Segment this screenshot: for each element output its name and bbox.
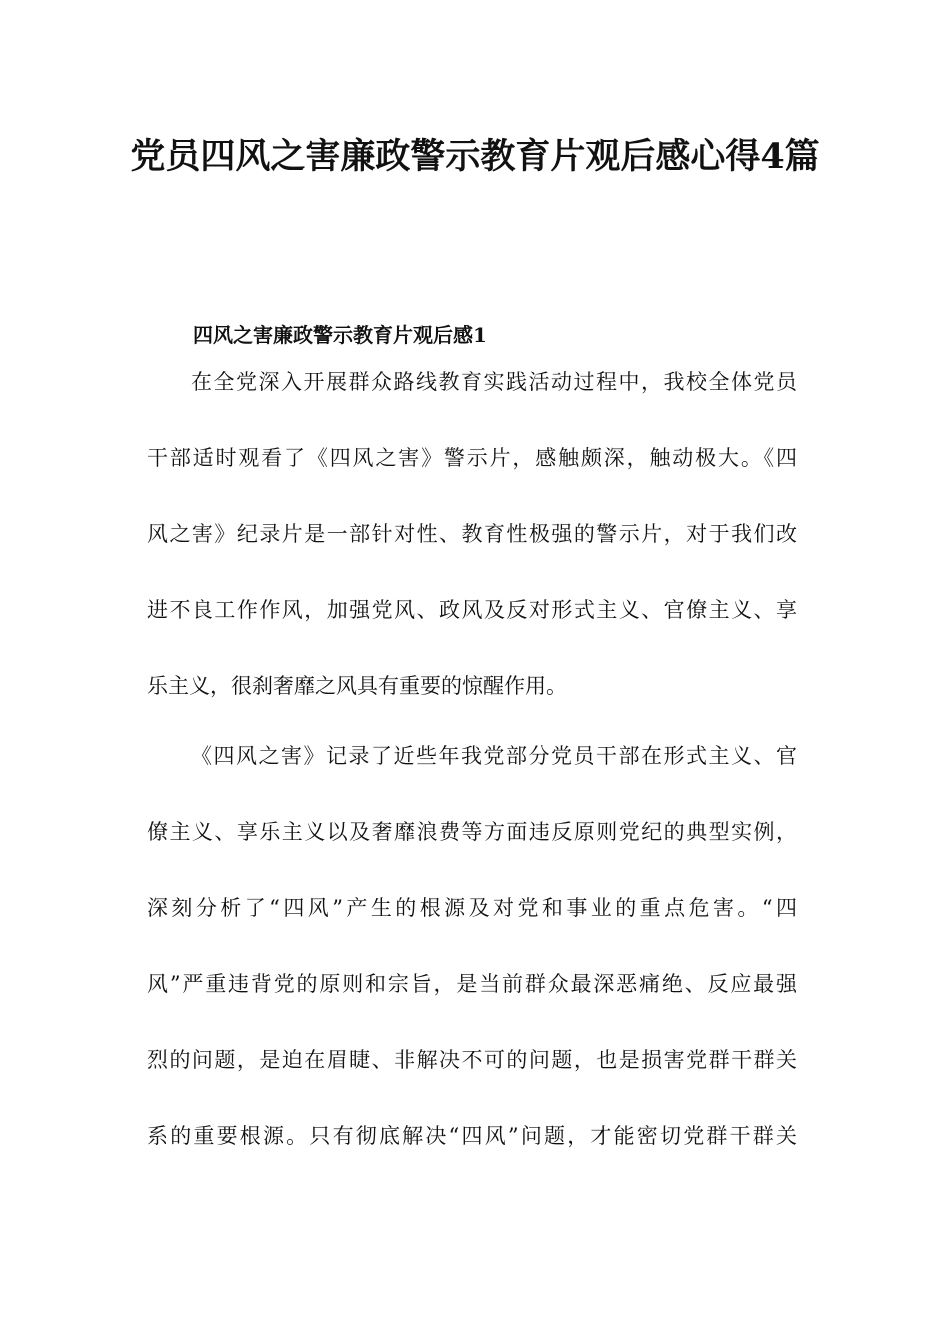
- paragraph-line: 系的重要根源。只有彻底解决“四风”问题，才能密切党群干群关: [147, 1124, 797, 1148]
- paragraph-line: 乐主义，很刹奢靡之风具有重要的惊醒作用。: [147, 674, 567, 698]
- paragraph-line: 干部适时观看了《四风之害》警示片，感触颇深，触动极大。《四: [147, 446, 797, 470]
- paragraph-2: [147, 741, 797, 1197]
- paragraph-line: 烈的问题，是迫在眉睫、非解决不可的问题，也是损害党群干群关: [147, 1048, 797, 1072]
- document-title: 党员四风之害廉政警示教育片观后感心得4篇: [130, 136, 820, 177]
- paragraph-1: [147, 367, 797, 747]
- paragraph-line: 在全党深入开展群众路线教育实践活动过程中，我校全体党员: [191, 370, 797, 394]
- section-heading: 四风之害廉政警示教育片观后感1: [193, 323, 487, 347]
- paragraph-line: 风之害》纪录片是一部针对性、教育性极强的警示片，对于我们改: [147, 522, 797, 546]
- paragraph-line: 僚主义、享乐主义以及奢靡浪费等方面违反原则党纪的典型实例，: [147, 820, 797, 844]
- paragraph-line: 《四风之害》记录了近些年我党部分党员干部在形式主义、官: [191, 744, 797, 768]
- paragraph-line: 风”严重违背党的原则和宗旨，是当前群众最深恶痛绝、反应最强: [147, 972, 797, 996]
- paragraph-line: 深刻分析了“四风”产生的根源及对党和事业的重点危害。“四: [147, 896, 797, 920]
- paragraph-line: 进不良工作作风，加强党风、政风及反对形式主义、官僚主义、享: [147, 598, 797, 622]
